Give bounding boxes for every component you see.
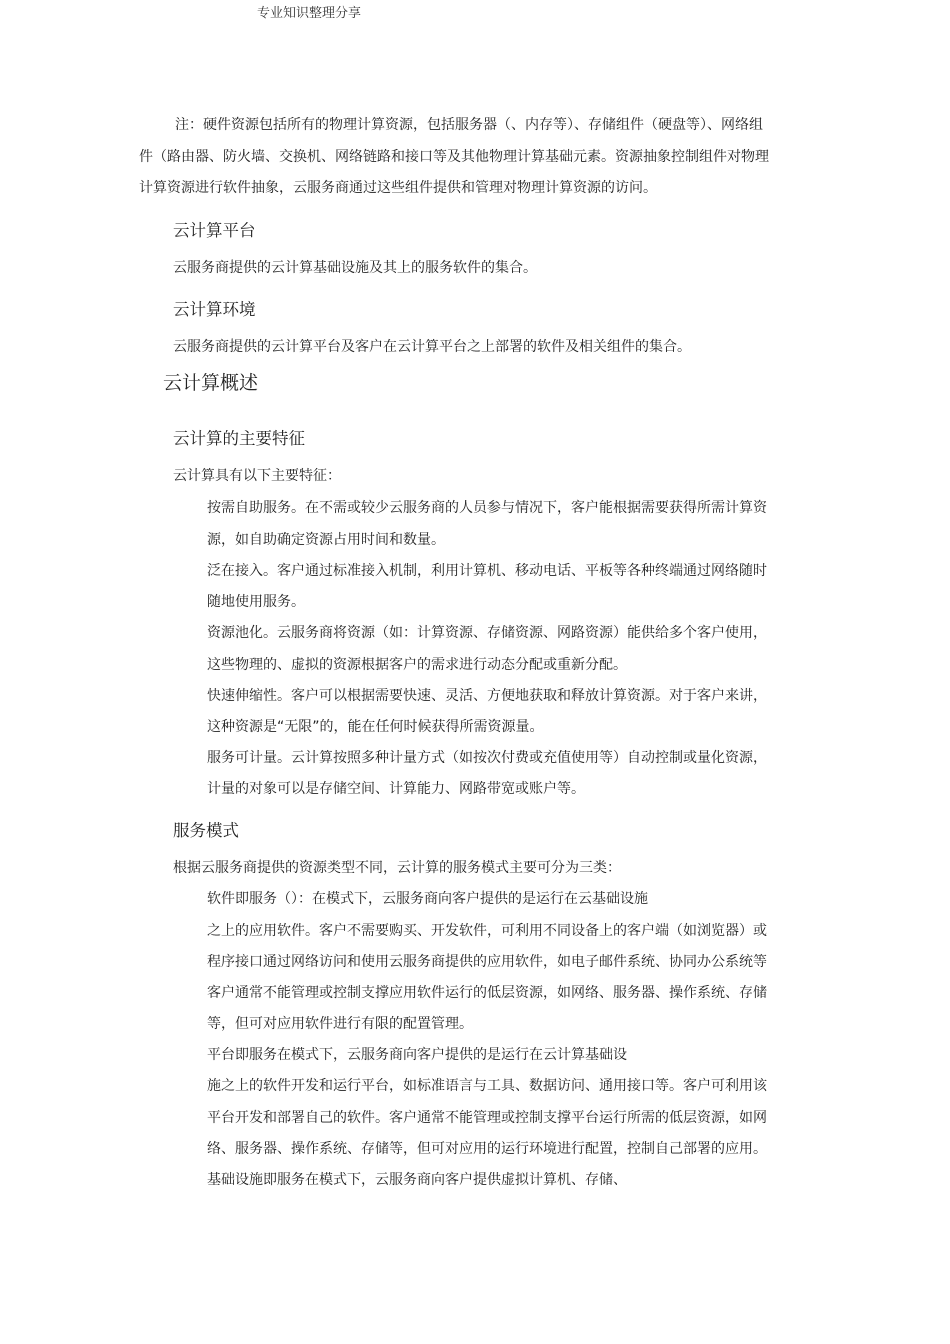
feature-line: 源，如自助确定资源占用时间和数量。 [207, 532, 445, 548]
service-model-line: 施之上的软件开发和运行平台，如标准语言与工具、数据访问、通用接口等。客户可利用该 [207, 1078, 767, 1094]
service-models-heading: 服务模式 [173, 821, 239, 840]
service-models-intro: 根据云服务商提供的资源类型不同，云计算的服务模式主要可分为三类： [173, 860, 621, 876]
service-model-line: 之上的应用软件。客户不需要购买、开发软件，可利用不同设备上的客户端（如浏览器）或 [207, 923, 767, 939]
feature-line: 计量的对象可以是存储空间、计算能力、网路带宽或账户等。 [207, 781, 585, 797]
features-intro: 云计算具有以下主要特征： [173, 468, 341, 484]
service-model-line: 等，但可对应用软件进行有限的配置管理。 [207, 1016, 473, 1032]
features-heading: 云计算的主要特征 [173, 429, 305, 448]
service-model-line: 软件即服务（）：在模式下，云服务商向客户提供的是运行在云基础设施 [207, 891, 648, 907]
note-line-2: 件（路由器、防火墙、交换机、网络链路和接口等及其他物理计算基础元素。资源抽象控制组件对物理 [139, 149, 769, 165]
note-line-1: 注：硬件资源包括所有的物理计算资源，包括服务器（、内存等）、存储组件（硬盘等）、网络组 [175, 117, 763, 133]
feature-line: 这种资源是“无限”的，能在任何时候获得所需资源量。 [207, 719, 544, 735]
service-model-line: 基础设施即服务在模式下，云服务商向客户提供虚拟计算机、存储、 [207, 1172, 627, 1188]
note-line-3: 计算资源进行软件抽象，云服务商通过这些组件提供和管理对物理计算资源的访问。 [139, 180, 657, 196]
platform-heading: 云计算平台 [173, 221, 256, 240]
service-model-line: 程序接口通过网络访问和使用云服务商提供的应用软件，如电子邮件系统、协同办公系统等 [207, 954, 767, 970]
platform-definition: 云服务商提供的云计算基础设施及其上的服务软件的集合。 [173, 260, 537, 276]
page-header: 专业知识整理分享 [257, 6, 362, 21]
service-model-line: 客户通常不能管理或控制支撑应用软件运行的低层资源，如网络、服务器、操作系统、存储 [207, 985, 767, 1001]
service-model-line: 络、服务器、操作系统、存储等，但可对应用的运行环境进行配置，控制自己部署的应用。 [207, 1141, 767, 1157]
service-model-line: 平台即服务在模式下，云服务商向客户提供的是运行在云计算基础设 [207, 1047, 627, 1063]
feature-line: 这些物理的、虚拟的资源根据客户的需求进行动态分配或重新分配。 [207, 657, 627, 673]
overview-heading: 云计算概述 [163, 372, 259, 394]
feature-line: 快速伸缩性。客户可以根据需要快速、灵活、方便地获取和释放计算资源。对于客户来讲， [207, 688, 767, 704]
feature-line: 随地使用服务。 [207, 594, 305, 610]
environment-definition: 云服务商提供的云计算平台及客户在云计算平台之上部署的软件及相关组件的集合。 [173, 339, 691, 355]
service-model-line: 平台开发和部署自己的软件。客户通常不能管理或控制支撑平台运行所需的低层资源，如网 [207, 1110, 767, 1126]
feature-line: 按需自助服务。在不需或较少云服务商的人员参与情况下，客户能根据需要获得所需计算资 [207, 500, 767, 516]
feature-line: 泛在接入。客户通过标准接入机制，利用计算机、移动电话、平板等各种终端通过网络随时 [207, 563, 767, 579]
feature-line: 资源池化。云服务商将资源（如：计算资源、存储资源、网路资源）能供给多个客户使用， [207, 625, 767, 641]
environment-heading: 云计算环境 [173, 300, 256, 319]
feature-line: 服务可计量。云计算按照多种计量方式（如按次付费或充值使用等）自动控制或量化资源， [207, 750, 767, 766]
